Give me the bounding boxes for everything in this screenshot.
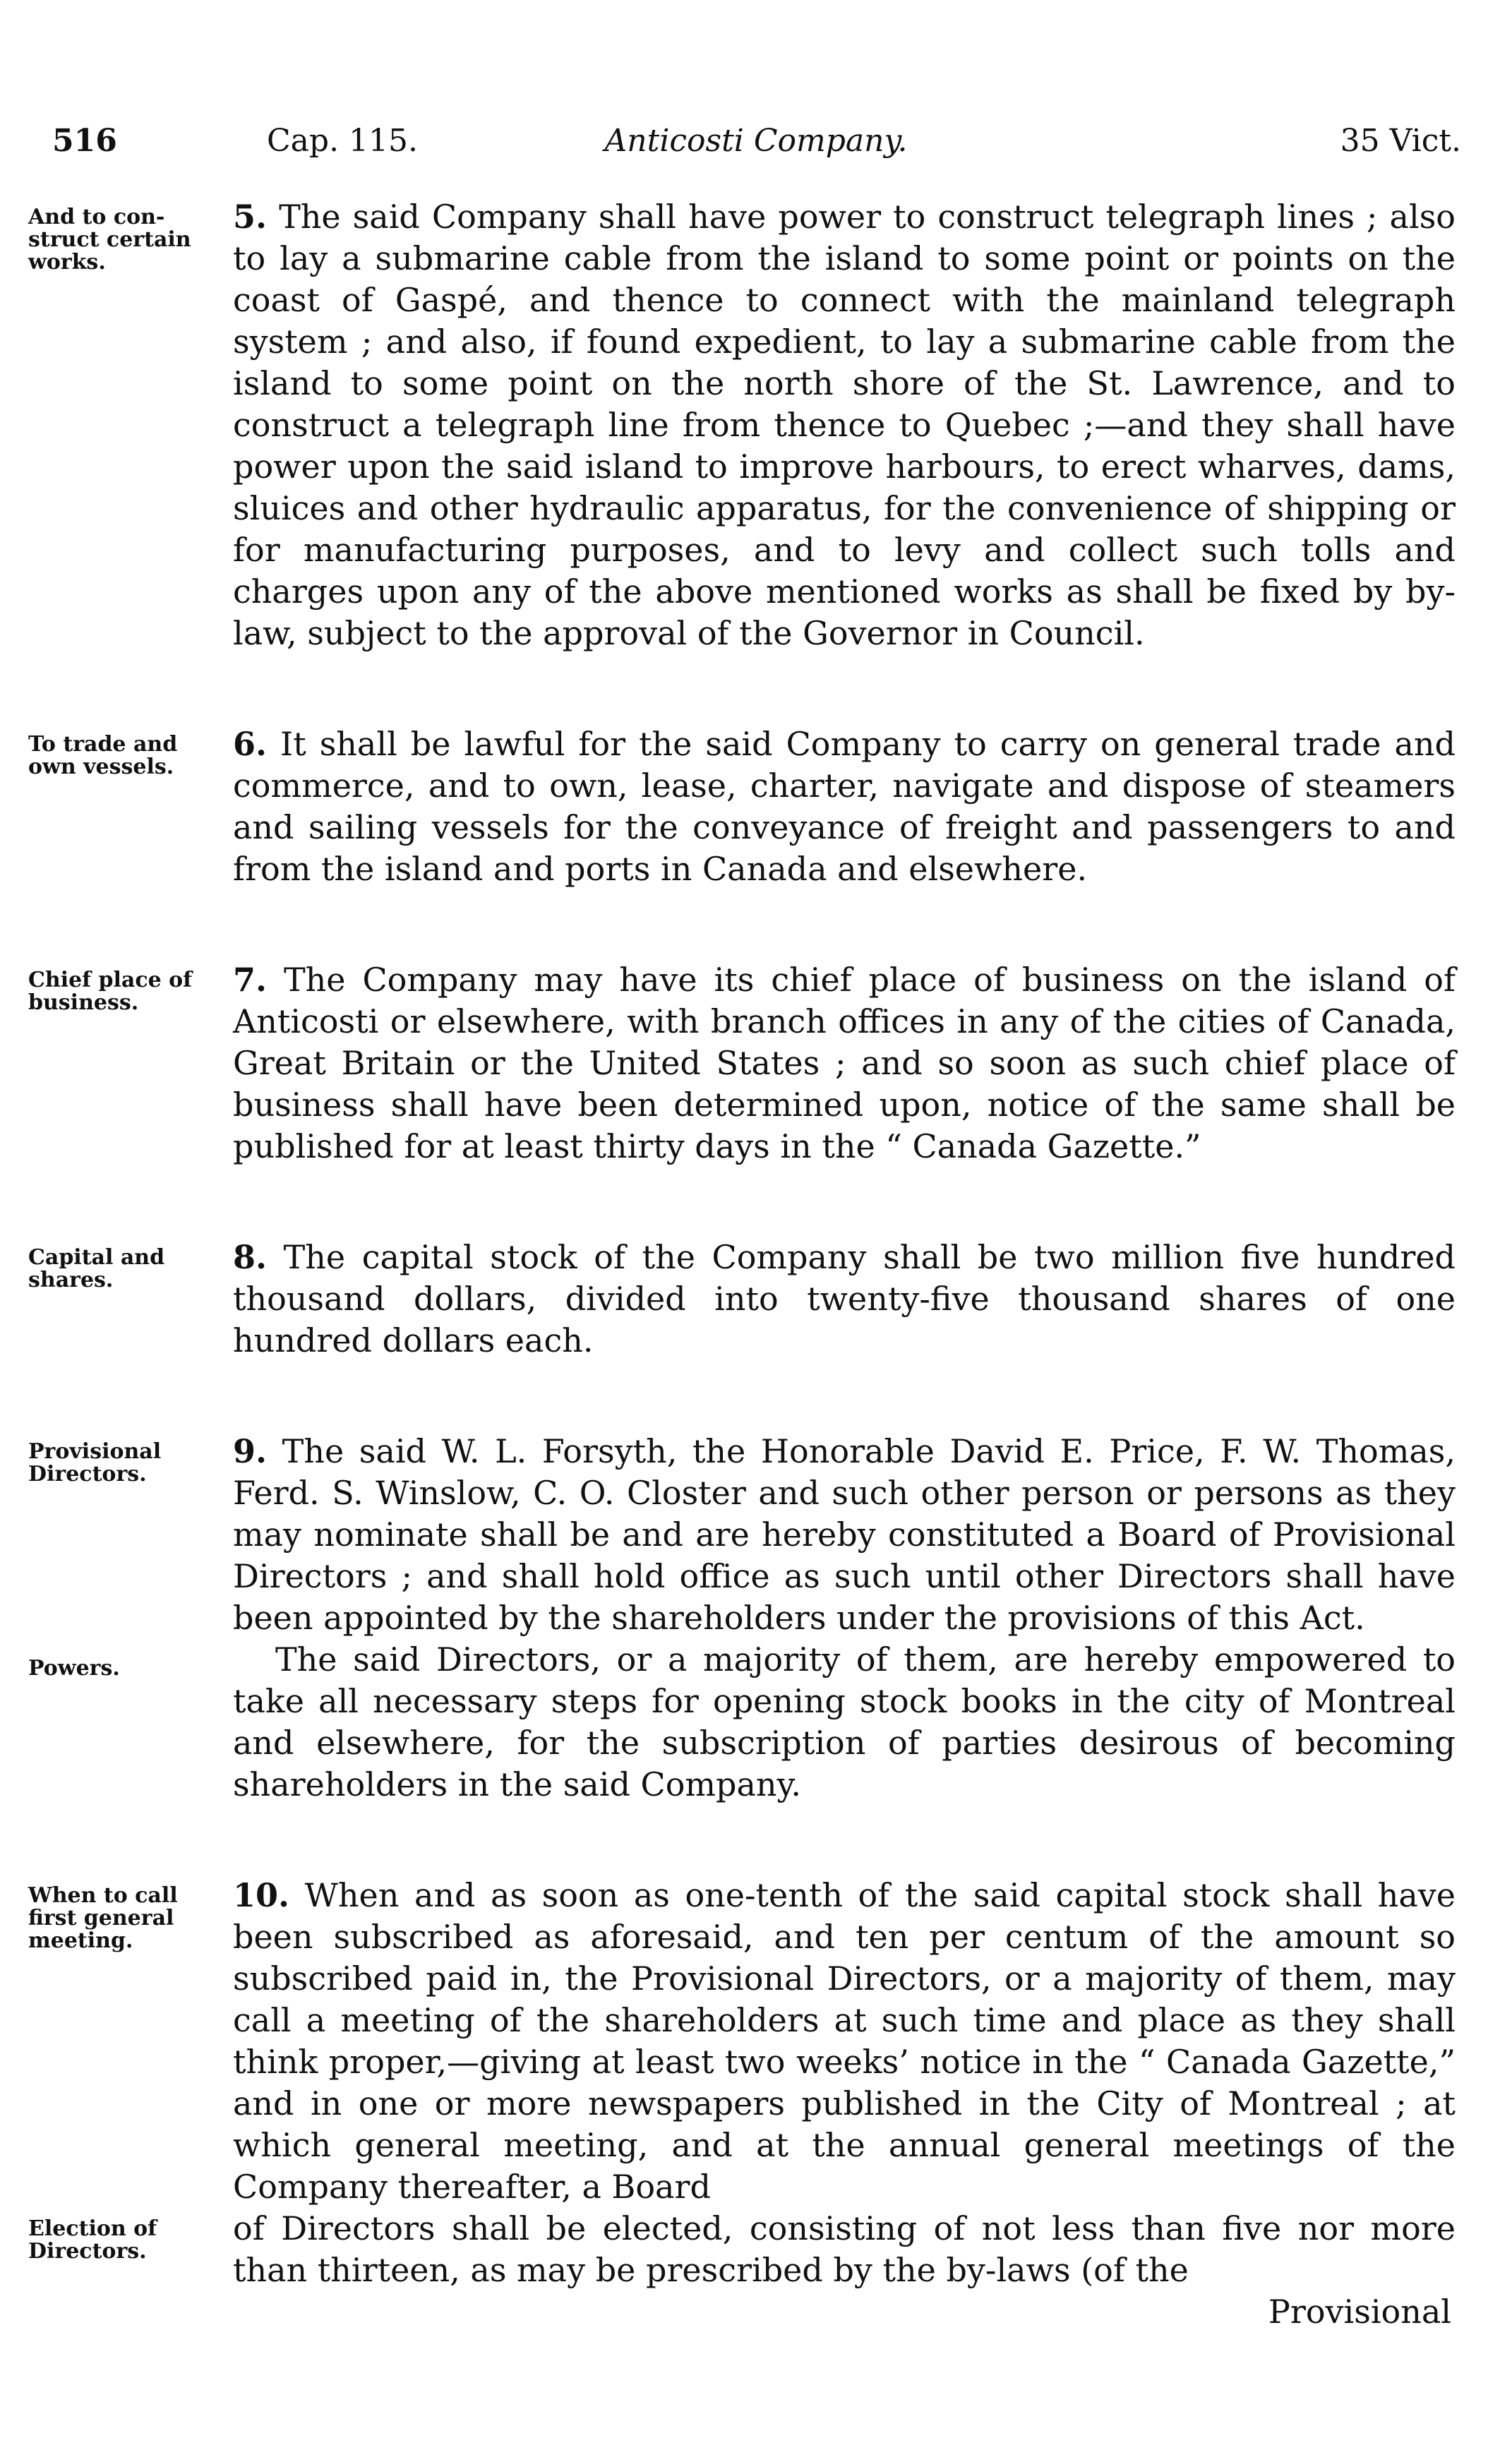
section-9 (28, 1431, 1456, 1806)
margin-note: When to call first general meeting. (28, 1883, 178, 1953)
margin-note: Provisional Directors. (28, 1439, 162, 1487)
page-number: 516 (52, 123, 117, 159)
margin-note: To trade and own vessels. (28, 732, 178, 779)
section-number: 5. (233, 198, 268, 236)
section-number: 7. (233, 961, 268, 999)
margin-note: Powers. (28, 1656, 120, 1681)
section-9-paragraph-2 (28, 1639, 1456, 1806)
section-text: 6. It shall be lawful for the said Company to carry on general trade and commerce, and to own, lease, charter, navigate and dispose of steamers and sailing vessels for the conveyance of freight and passengers to and from the island and ports in Canada and elsewhere. (233, 725, 1456, 888)
section-7 (28, 959, 1456, 1167)
section-text: The said Directors, or a majority of them, are hereby empowered to take all necessary steps for opening stock books in the city of Montreal and elsewhere, for the subscription of parties desirous of becoming shareholders in the said Company. (233, 1640, 1456, 1803)
section-text: 5. The said Company shall have power to construct telegraph lines ; also to lay a submarine cable from the island to some point or points on the coast of Gaspé, and thence to connect with the mainland telegraph system ; and also, if found expedient, to lay a submarine cable from the island to some point on the north shore of the St. Lawrence, and to construct a telegraph line from thence to Quebec ;—and they shall have power upon the said island to improve harbours, to erect wharves, dams, sluices and other hydraulic apparatus, for the convenience of shipping or for manufacturing purposes, and to levy and collect such tolls and charges upon any of the above mentioned works as shall be fixed by by-law, subject to the approval of the Governor in Council. (233, 198, 1456, 652)
section-number: 10. (233, 1876, 290, 1914)
margin-note: Chief place of business. (28, 968, 193, 1015)
section-text: 8. The capital stock of the Company shall be two million five hundred thousand dollars, divided into twenty-five thousand shares of one hundred dollars each. (233, 1238, 1456, 1359)
section-6 (28, 723, 1456, 890)
section-number: 6. (233, 725, 268, 763)
section-5 (28, 196, 1456, 654)
section-number: 8. (233, 1238, 268, 1276)
regnal-year: 35 Vict. (1340, 123, 1461, 159)
section-10-continued (28, 2208, 1456, 2291)
section-8 (28, 1237, 1456, 1362)
section-10 (28, 1875, 1456, 2291)
act-short-title: Anticosti Company. (604, 123, 908, 159)
catchword: Provisional (1268, 2293, 1451, 2331)
running-head (51, 114, 1461, 168)
section-text: 9. The said W. L. Forsyth, the Honorable David E. Price, F. W. Thomas, Ferd. S. Winslow, C. O. Closter and such other person or persons as they may nominate shall be and are hereby constituted a Board of Provisional Directors ; and shall hold office as such until other Directors shall have been appointed by the shareholders under the provisions of this Act. (233, 1432, 1456, 1637)
margin-note: And to con- struct certain works. (28, 205, 191, 275)
section-text: 10. When and as soon as one-tenth of the said capital stock shall have been subscribed as aforesaid, and ten per centum of the amount so subscribed paid in, the Provisional Directors, or a majority of them, may call a meeting of the shareholders at such time and place as they shall think proper,—giving at least two weeks’ notice in the “ Canada Gazette,” and in one or more newspapers published in the City of Montreal ; at which general meeting, and at the annual general meetings of the Company thereafter, a Board (233, 1876, 1456, 2206)
section-number: 9. (233, 1432, 268, 1470)
section-text: of Directors shall be elected, consisting of not less than five nor more than thirteen, as may be prescribed by the by-laws (of the (233, 2209, 1456, 2289)
margin-note: Election of Directors. (28, 2216, 157, 2264)
statute-body (28, 196, 1456, 2333)
section-text: 7. The Company may have its chief place of business on the island of Anticosti or elsewhere, with branch offices in any of the cities of Canada, Great Britain or the United States ; and so soon as such chief place of business shall have been determined upon, notice of the same shall be published for at least thirty days in the “ Canada Gazette.” (233, 961, 1456, 1165)
chapter-number: Cap. 115. (267, 123, 419, 159)
margin-note: Capital and shares. (28, 1245, 165, 1292)
